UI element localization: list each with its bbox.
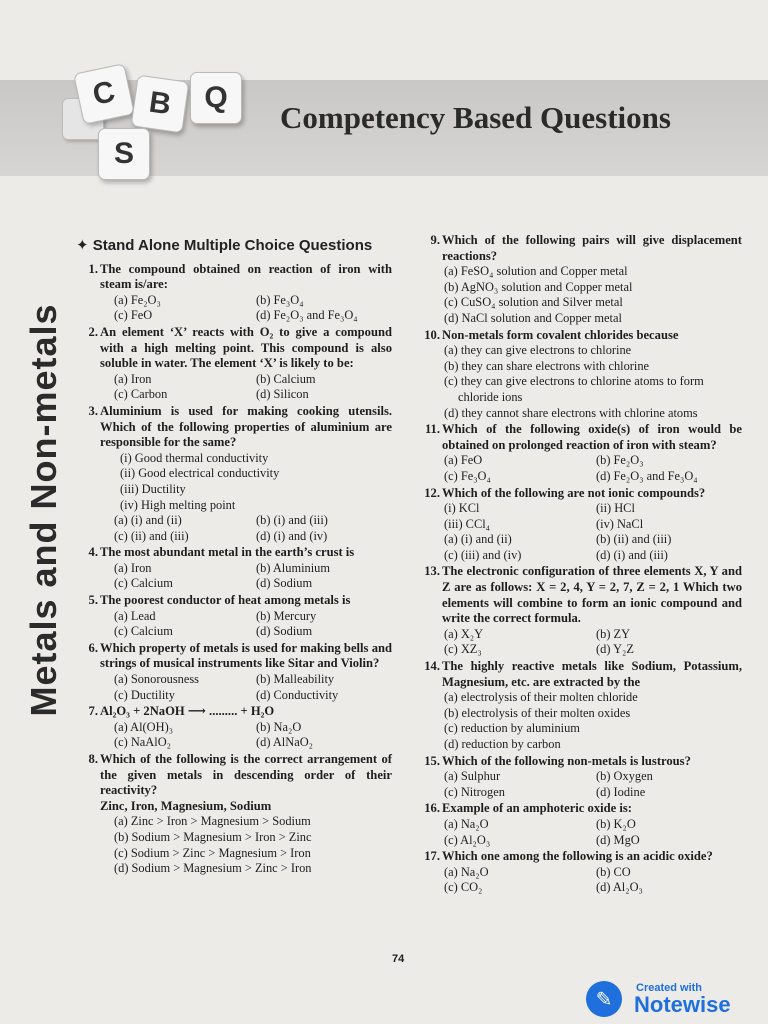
options-list: [416, 343, 742, 421]
question-number: 4.: [88, 545, 98, 560]
option-item: (d) AlNaO₂: [256, 735, 313, 750]
option-item: (a) FeSO₄ solution and Copper metal: [444, 264, 628, 279]
options-grid: [76, 720, 392, 751]
option-item: (b) (ii) and (iii): [596, 532, 672, 547]
option-item: (d) (i) and (iii): [596, 547, 668, 562]
option-item: (b) ZY: [596, 626, 631, 641]
pen-icon: ✎: [586, 981, 622, 1017]
question-stem: The electronic configuration of three elements X, Y and Z are as follows: X = 2, 4, Y = 2, 7, Z = 2, 1 Which two elements will combine to form an ionic compound and write the correct formula.: [442, 564, 742, 626]
option-item: (a) (i) and (ii): [114, 513, 182, 528]
question-stem: Example of an amphoteric oxide is:: [442, 801, 632, 816]
badge-caption: Created with: [636, 982, 703, 994]
option-item: (a) electrolysis of their molten chloride: [444, 690, 638, 705]
question-item: [416, 659, 742, 753]
option-item: (d) MgO: [596, 832, 640, 847]
notewise-badge: [586, 980, 766, 1020]
option-item: (iv) NaCl: [596, 516, 644, 531]
question-number: 11.: [424, 422, 440, 437]
option-item: (d) Sodium: [256, 576, 313, 591]
option-item: (d) NaCl solution and Copper metal: [444, 310, 622, 325]
question-stem: The poorest conductor of heat among metals is: [100, 593, 351, 608]
question-text: [416, 328, 742, 344]
option-item: (d) (i) and (iv): [256, 528, 328, 543]
option-item: (b) AgNO₃ solution and Copper metal: [444, 279, 633, 294]
options-grid: [76, 561, 392, 592]
question-number: 6.: [88, 640, 98, 655]
question-item: [416, 328, 742, 422]
options-list: [416, 264, 742, 326]
question-statements: [76, 451, 392, 513]
side-chapter-title: Metals and Non-metals: [23, 303, 64, 717]
question-item: [76, 545, 392, 592]
option-item: (b) Fe₃O₄: [256, 292, 304, 307]
option-item: (ii) HCl: [596, 501, 635, 516]
option-item: (d) Y₂Z: [596, 642, 634, 657]
question-stem: The highly reactive metals like Sodium, Potassium, Magnesium, etc. are extracted by the: [442, 659, 742, 689]
question-text: [76, 325, 392, 372]
option-item: (a) Lead: [114, 608, 156, 623]
option-item: (d) Fe₂O₃ and Fe₃O₄: [256, 308, 358, 323]
question-item: [416, 564, 742, 658]
options-grid: [416, 817, 742, 848]
option-item: (d) Al₂O₃: [596, 880, 643, 895]
question-number: 5.: [88, 593, 98, 608]
question-number: 8.: [88, 752, 98, 766]
statement-line: (i) Good thermal conductivity: [120, 450, 269, 465]
logo-tile-c: C: [73, 63, 135, 125]
question-item: [76, 752, 392, 877]
option-item: (b) Oxygen: [596, 769, 653, 784]
option-item: (c) Nitrogen: [444, 784, 505, 799]
option-item: (c) Sodium > Zinc > Magnesium > Iron: [114, 845, 311, 860]
options-grid: [416, 453, 742, 484]
question-item: [416, 422, 742, 484]
option-item: (a) FeO: [444, 453, 483, 468]
question-item: [76, 262, 392, 324]
question-stem: Which of the following is the correct arrangement of the given metals in descending order of their reactivity?: [100, 752, 392, 798]
option-item: (c) (iii) and (iv): [444, 547, 522, 562]
statement-line: (iv) High melting point: [120, 497, 236, 512]
statement-line: Zinc, Iron, Magnesium, Sodium: [100, 798, 272, 813]
question-item: [76, 325, 392, 403]
option-item: (d) Iodine: [596, 784, 646, 799]
question-stem: Which of the following non-metals is lustrous?: [442, 753, 691, 768]
question-text: [416, 486, 742, 502]
option-item: (b) K₂O: [596, 816, 636, 831]
question-text: [416, 659, 742, 690]
question-stem: Which one among the following is an acidic oxide?: [442, 849, 713, 864]
option-item: (b) Mercury: [256, 608, 317, 623]
question-number: 16.: [424, 801, 440, 816]
question-item: [76, 404, 392, 544]
option-item: (a) X₂Y: [444, 626, 484, 641]
question-text: [416, 233, 742, 264]
option-item: (c) Calcium: [114, 576, 173, 591]
option-item: (c) (ii) and (iii): [114, 528, 189, 543]
option-item: (c) Ductility: [114, 687, 175, 702]
option-item: (c) FeO: [114, 308, 153, 323]
question-statements: [76, 799, 392, 815]
option-item: (d) Silicon: [256, 387, 309, 402]
right-column: [416, 233, 742, 897]
question-text: [76, 641, 392, 672]
question-stem: The compound obtained on reaction of iron with steam is/are:: [100, 261, 392, 292]
option-item: (d) Conductivity: [256, 687, 339, 702]
question-text: [76, 545, 392, 561]
section-title: ✦ Stand Alone Multiple Choice Questions: [76, 237, 373, 254]
option-item: (a) Fe₂O₃: [114, 292, 161, 307]
question-stem: Which of the following oxide(s) of iron would be obtained on prolonged reaction of iron with steam?: [442, 422, 742, 452]
option-item: (b) (i) and (iii): [256, 513, 328, 528]
question-item: [416, 233, 742, 327]
option-item: (a) Na₂O: [444, 864, 489, 879]
question-number: 12.: [424, 485, 440, 500]
option-item: (iii) CCl₄: [444, 516, 490, 531]
option-item: (a) they can give electrons to chlorine: [444, 343, 632, 358]
question-stem: Aluminium is used for making cooking utensils. Which of the following properties of aluminium are responsible for the same?: [100, 403, 392, 450]
option-item: (c) reduction by aluminium: [444, 721, 580, 736]
option-item: (b) Calcium: [256, 371, 316, 386]
option-item: (c) CuSO₄ solution and Silver metal: [444, 295, 623, 310]
option-item: (a) Iron: [114, 560, 152, 575]
option-item: (b) Malleability: [256, 672, 335, 687]
options-grid: [416, 627, 742, 658]
question-stem: An element ‘X’ reacts with O₂ to give a compound with a high melting point. This compound is also soluble in water. The element ‘X’ is likely to be:: [100, 324, 392, 371]
option-item: (a) Iron: [114, 371, 152, 386]
question-number: 3.: [88, 403, 98, 418]
question-text: [416, 849, 742, 865]
option-item: (a) Al(OH)₃: [114, 719, 174, 734]
option-item: (b) Na₂O: [256, 719, 302, 734]
option-item: (a) Sulphur: [444, 769, 501, 784]
question-item: [416, 486, 742, 564]
option-item: (b) they can share electrons with chlorine: [444, 358, 650, 373]
option-item: (a) Zinc > Iron > Magnesium > Sodium: [114, 814, 311, 829]
question-text: [76, 752, 392, 799]
question-stem: Al₂O₃ + 2NaOH ⟶ ......... + H₂O: [100, 704, 275, 719]
option-item: (c) Carbon: [114, 387, 168, 402]
options-grid: [416, 501, 742, 563]
question-number: 15.: [424, 753, 440, 768]
question-item: [76, 704, 392, 751]
question-stem: Non-metals form covalent chlorides because: [442, 327, 679, 342]
question-text: [416, 422, 742, 453]
statement-line: (ii) Good electrical conductivity: [120, 466, 280, 481]
question-number: 1.: [88, 261, 98, 276]
option-item: (c) Calcium: [114, 624, 173, 639]
option-item: (b) Fe₂O₃: [596, 453, 644, 468]
question-stem: Which property of metals is used for making bells and strings of musical instruments like Sitar and Violin?: [100, 640, 392, 671]
option-item: (d) Sodium > Magnesium > Zinc > Iron: [114, 861, 312, 876]
question-stem: The most abundant metal in the earth’s crust is: [100, 545, 355, 560]
option-item: (c) NaAlO₂: [114, 735, 171, 750]
question-text: [416, 754, 742, 770]
option-item: (a) Na₂O: [444, 816, 489, 831]
option-item: (b) Sodium > Magnesium > Iron > Zinc: [114, 829, 312, 844]
option-item: (a) (i) and (ii): [444, 532, 512, 547]
options-grid: [76, 672, 392, 703]
options-grid: [76, 293, 392, 324]
option-item: (c) XZ₃: [444, 642, 482, 657]
option-item: (c) CO₂: [444, 880, 483, 895]
question-number: 2.: [88, 324, 98, 339]
question-number: 7.: [88, 704, 98, 719]
question-text: [416, 564, 742, 626]
statement-line: (iii) Ductility: [120, 481, 186, 496]
options-grid: [76, 609, 392, 640]
question-text: [416, 801, 742, 817]
option-item: (c) Fe₃O₄: [444, 468, 491, 483]
question-item: [416, 801, 742, 848]
logo-tile-q: Q: [190, 72, 242, 124]
question-number: 17.: [424, 849, 440, 864]
question-stem: Which of the following pairs will give displacement reactions?: [442, 233, 742, 263]
options-grid: [416, 769, 742, 800]
left-column: [76, 238, 392, 878]
question-text: [76, 704, 392, 720]
option-item: (i) KCl: [444, 501, 480, 516]
options-list: [76, 814, 392, 876]
page-number: 74: [392, 953, 405, 965]
option-item: (b) CO: [596, 864, 631, 879]
logo-tile-s: S: [98, 128, 150, 180]
badge-brand: Notewise: [634, 992, 731, 1017]
question-item: [76, 641, 392, 703]
option-item: (a) Sonorousness: [114, 672, 200, 687]
question-number: 13.: [424, 564, 440, 579]
option-item: (d) Sodium: [256, 624, 313, 639]
question-number: 9.: [430, 233, 440, 247]
option-item: (d) reduction by carbon: [444, 737, 561, 751]
page-title: Competency Based Questions: [280, 100, 671, 135]
question-text: [76, 593, 392, 609]
option-item: (c) they can give electrons to chlorine atoms to form chloride ions: [444, 374, 704, 404]
question-number: 10.: [424, 327, 440, 342]
option-item: (b) Aluminium: [256, 560, 330, 575]
options-grid: [416, 865, 742, 896]
logo-tile-b: B: [131, 75, 190, 134]
question-item: [76, 593, 392, 640]
options-list: [416, 690, 742, 752]
options-grid: [76, 513, 392, 544]
option-item: (d) Fe₂O₃ and Fe₃O₄: [596, 468, 698, 483]
question-item: [416, 849, 742, 896]
question-stem: Which of the following are not ionic compounds?: [442, 485, 706, 500]
question-text: [76, 262, 392, 293]
option-item: (d) they cannot share electrons with chlorine atoms: [444, 405, 698, 420]
question-item: [416, 754, 742, 801]
option-item: (b) electrolysis of their molten oxides: [444, 705, 631, 720]
question-number: 14.: [424, 659, 440, 674]
question-text: [76, 404, 392, 451]
options-grid: [76, 372, 392, 403]
option-item: (c) Al₂O₃: [444, 832, 491, 847]
